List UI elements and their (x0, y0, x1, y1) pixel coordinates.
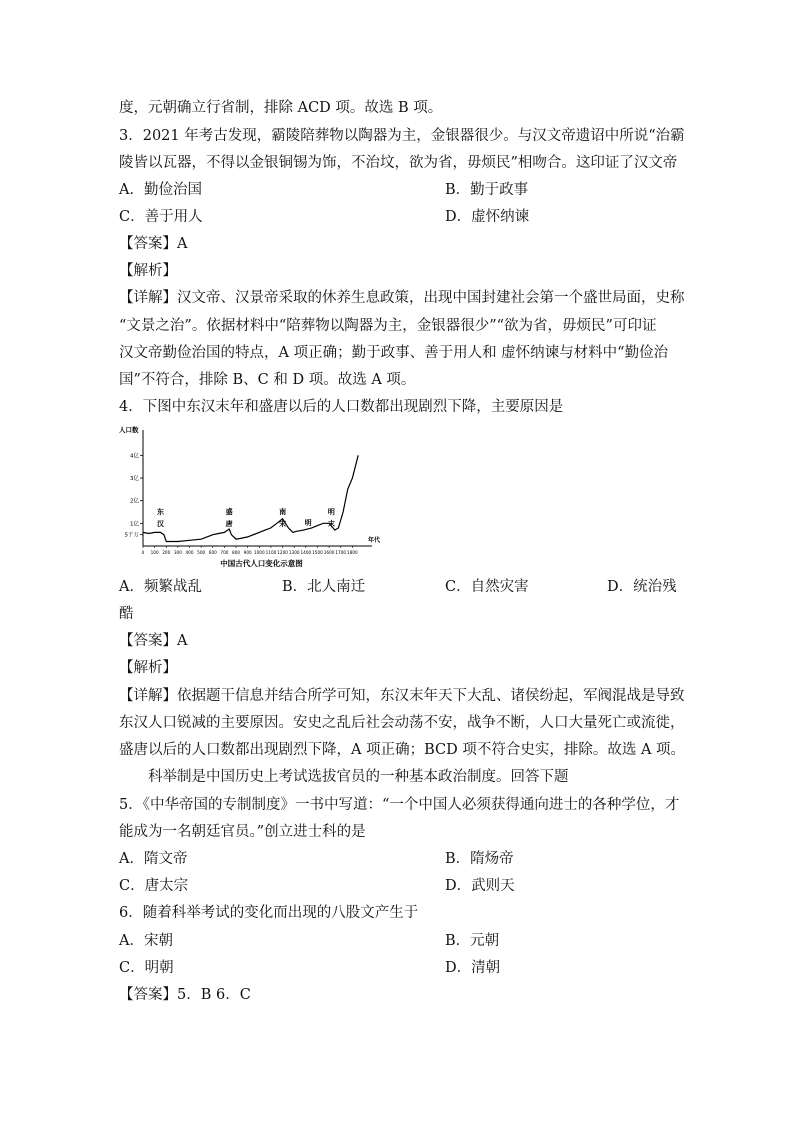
x-tick-label: 800 (232, 550, 241, 555)
q3-option-d: D．虚怀纳谏 (445, 209, 530, 225)
y-tick-label: 1亿 (130, 521, 139, 528)
q3-detail: “文景之治”。依据材料中“陪葬物以陶器为主，金银器很少”“欲为省，毋烦民”可印证 (119, 318, 657, 334)
period-annotation: 南 (279, 508, 287, 516)
q4-option-b: B．北人南迁 (282, 579, 366, 595)
q5-option-d: D．武则天 (445, 878, 515, 894)
question-3-stem: 3．2021 年考古发现，霸陵陪葬物以陶器为主，金银器很少。与汉文帝遗诏中所说“治霸 (119, 128, 685, 144)
period-annotation: 东 (156, 508, 164, 516)
q4-option-c: C．自然灾害 (445, 579, 529, 595)
chart-title: 中国古代人口变化示意图 (220, 559, 303, 568)
x-tick-label: 1200 (277, 550, 288, 555)
q4-detail: 盛唐以后的人口数都出现剧烈下降，A 项正确；BCD 项不符合史实，排除。故选 A 项。 (119, 742, 686, 758)
y-tick-label: 2亿 (130, 498, 139, 505)
population-chart (119, 422, 381, 572)
x-tick-label: 1400 (300, 550, 312, 555)
material-intro: 科举制是中国历史上考试选拔官员的一种基本政治制度。回答下题 (148, 769, 569, 785)
text-line: 度，元朝确立行省制，排除 ACD 项。故选 B 项。 (119, 100, 443, 116)
x-tick-label: 0 (141, 550, 145, 555)
x-tick-label: 1000 (253, 550, 265, 555)
x-tick-label: 1800 (347, 550, 358, 555)
question-4-stem: 4．下图中东汉末年和盛唐以后的人口数都出现剧烈下降，主要原因是 (119, 399, 564, 415)
q4-option-a: A．频繁战乱 (119, 579, 202, 595)
period-annotation: 汉 (156, 520, 164, 528)
x-tick-label: 200 (162, 550, 171, 555)
q5-option-a: A．隋文帝 (119, 851, 188, 867)
x-tick-label: 500 (197, 550, 206, 555)
q3-answer: 【答案】A (119, 236, 188, 252)
period-annotation: 宋 (279, 520, 287, 528)
question-3-stem: 陵皆以瓦器，不得以金银铜锡为饰，不治坟，欲为省，毋烦民”相吻合。这印证了汉文帝 (119, 155, 678, 171)
q4-option-d: D．统治残 (607, 579, 677, 595)
q3-option-a: A．勤俭治国 (119, 182, 202, 198)
q3-analysis-label: 【解析】 (119, 263, 177, 279)
q5-option-c: C．唐太宗 (119, 878, 189, 894)
q3-detail: 国”不符合，排除 B、C 和 D 项。故选 A 项。 (119, 372, 416, 388)
x-tick-label: 700 (220, 550, 229, 555)
y-axis-label: 人口数 (119, 426, 139, 434)
x-tick-label: 1700 (335, 550, 347, 555)
x-tick-label: 300 (173, 550, 182, 555)
question-6-stem: 6．随着科举考试的变化而出现的八股文产生于 (119, 905, 419, 921)
q6-option-a: A．宋朝 (119, 933, 173, 949)
x-tick-label: 1600 (323, 550, 335, 555)
q5-option-b: B．隋炀帝 (445, 851, 514, 867)
q4-detail: 东汉人口锐减的主要原因。安史之乱后社会动荡不安，战争不断，人口大量死亡或流徙， (119, 715, 685, 731)
q4-answer: 【答案】A (119, 633, 188, 649)
q3-option-b: B．勤于政事 (445, 182, 529, 198)
y-tick-label: 3亿 (130, 476, 139, 482)
period-annotation: 明 (327, 508, 335, 516)
question-5-stem: 能成为一名朝廷官员。”创立进士科的是 (119, 824, 366, 840)
period-annotation: 末 (327, 520, 335, 528)
x-axis-label: 年代 (368, 537, 381, 544)
q6-option-d: D．清朝 (445, 960, 501, 976)
period-annotation: 明 (304, 519, 312, 527)
y-tick-label: 5千万 (124, 532, 139, 539)
q4-option-d-continued: 酷 (119, 606, 134, 622)
q3-detail: 【详解】汉文帝、汉景帝采取的休养生息政策，出现中国封建社会第一个盛世局面，史称 (119, 290, 685, 306)
x-tick-label: 400 (185, 550, 194, 555)
x-tick-label: 1500 (312, 550, 323, 555)
q4-analysis-label: 【解析】 (119, 660, 177, 676)
x-tick-label: 1300 (288, 550, 300, 555)
x-tick-label: 1100 (265, 550, 277, 555)
period-annotation: 盛 (225, 508, 233, 516)
y-tick-label: 4亿 (130, 453, 139, 460)
question-5-stem: 5．《中华帝国的专制制度》一书中写道：“一个中国人必须获得通向进士的各种学位，才 (119, 797, 680, 813)
x-tick-label: 900 (243, 550, 252, 555)
q3-option-c: C．善于用人 (119, 209, 203, 225)
q6-option-b: B．元朝 (445, 933, 500, 949)
q5-q6-answer: 【答案】5．B 6．C (119, 987, 251, 1003)
population-series-line (143, 455, 358, 541)
q4-detail: 【详解】依据题干信息并结合所学可知，东汉末年天下大乱、诸侯纷起，军阀混战是导致 (119, 688, 685, 704)
x-tick-label: 600 (208, 550, 217, 555)
q3-detail: 汉文帝勤俭治国的特点，A 项正确；勤于政事、善于用人和 虚怀纳谏与材料中“勤俭治 (119, 345, 669, 361)
period-annotation: 唐 (225, 520, 233, 528)
q6-option-c: C．明朝 (119, 960, 174, 976)
x-tick-label: 100 (150, 550, 159, 555)
